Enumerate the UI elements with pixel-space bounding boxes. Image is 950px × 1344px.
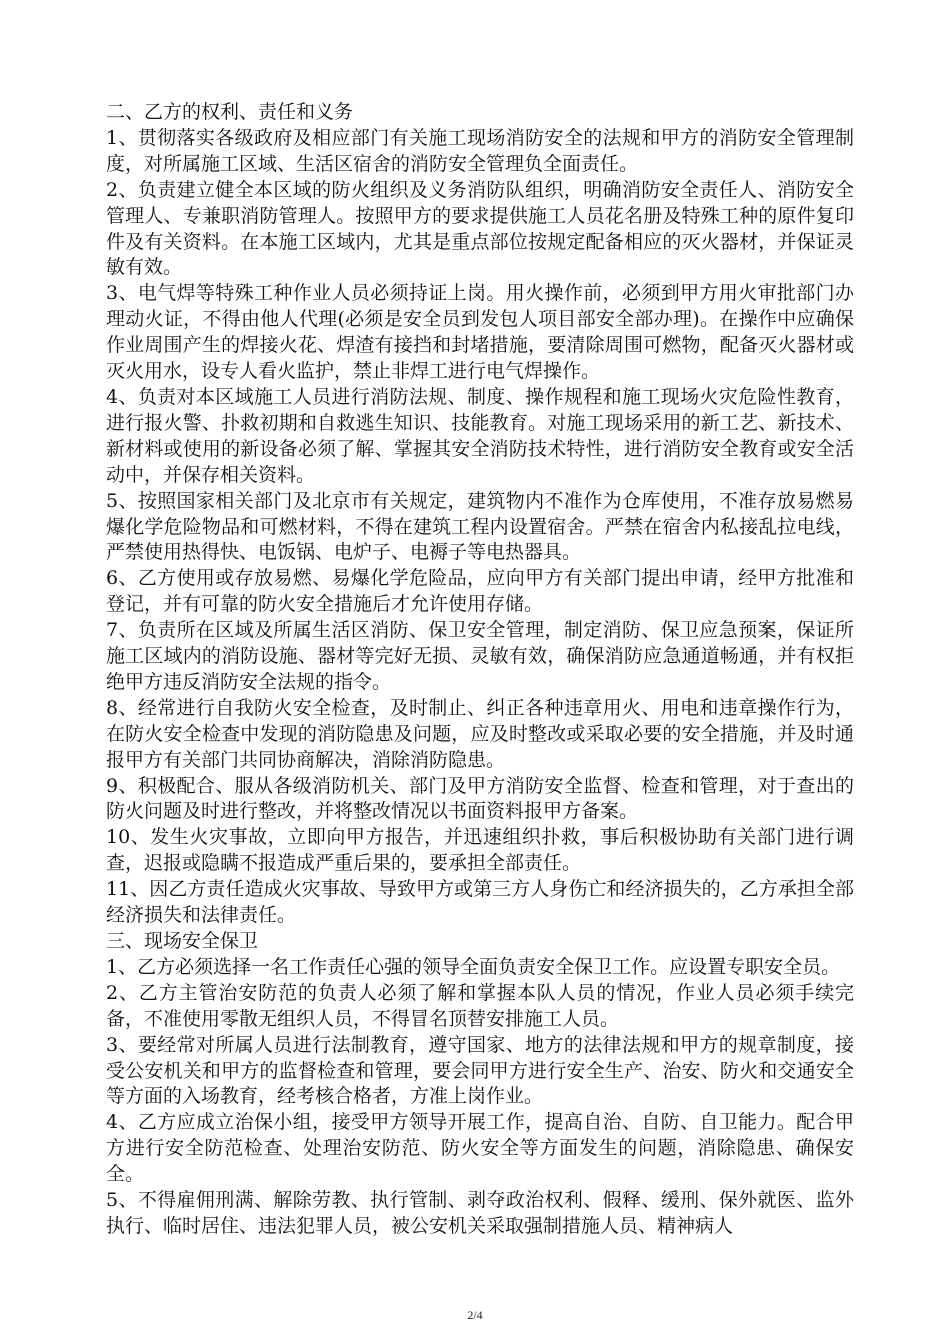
paragraph: 9、积极配合、服从各级消防机关、部门及甲方消防安全监督、检查和管理，对于查出的防火问题及时进行整改，并将整改情况以书面资料报甲方备案。 bbox=[106, 774, 854, 823]
paragraph: 2、负责建立健全本区域的防火组织及义务消防队组织，明确消防安全责任人、消防安全管理人、专兼职消防管理人。按照甲方的要求提供施工人员花名册及特殊工种的原件复印件及有关资料。在本施工区域内，尤其是重点部位按规定配备相应的灭火器材，并保证灵敏有效。 bbox=[106, 178, 854, 279]
paragraph: 8、经常进行自我防火安全检查，及时制止、纠正各种违章用火、用电和违章操作行为，在防火安全检查中发现的消防隐患及问题，应及时整改或采取必要的安全措施，并及时通报甲方有关部门共同协商解决，消除消防隐患。 bbox=[106, 696, 854, 771]
paragraph: 6、乙方使用或存放易燃、易爆化学危险品，应向甲方有关部门提出申请，经甲方批准和登记，并有可靠的防火安全措施后才允许使用存储。 bbox=[106, 567, 854, 616]
paragraph: 2、乙方主管治安防范的负责人必须了解和掌握本队人员的情况，作业人员必须手续完备，不准使用零散无组织人员，不得冒名顶替安排施工人员。 bbox=[106, 981, 854, 1030]
paragraph: 4、负责对本区域施工人员进行消防法规、制度、操作规程和施工现场火灾危险性教育，进行报火警、扑救初期和自救逃生知识、技能教育。对施工现场采用的新工艺、新技术、新材料或使用的新设备必须了解、掌握其安全消防技术特性，进行消防安全教育或安全活动中，并保存相关资料。 bbox=[106, 385, 854, 486]
paragraph: 5、不得雇佣刑满、解除劳教、执行管制、剥夺政治权利、假释、缓刑、保外就医、监外执行、临时居住、违法犯罪人员，被公安机关采取强制措施人员、精神病人 bbox=[106, 1189, 854, 1237]
paragraph: 10、发生火灾事故，立即向甲方报告，并迅速组织扑救，事后积极协助有关部门进行调查，迟报或隐瞒不报造成严重后果的，要承担全部责任。 bbox=[106, 826, 854, 875]
section-heading: 三、现场安全保卫 bbox=[106, 930, 259, 952]
paragraph: 5、按照国家相关部门及北京市有关规定，建筑物内不准作为仓库使用，不准存放易燃易爆化学危险物品和可燃材料，不得在建筑工程内设置宿舍。严禁在宿舍内私接乱拉电线，严禁使用热得快、电饭锅、电炉子、电褥子等电热器具。 bbox=[106, 489, 854, 564]
section-heading: 二、乙方的权利、责任和义务 bbox=[106, 101, 354, 123]
paragraph: 7、负责所在区域及所属生活区消防、保卫安全管理，制定消防、保卫应急预案，保证所施工区域内的消防设施、器材等完好无损、灵敏有效，确保消防应急通道畅通，并有权拒绝甲方违反消防安全法规的指令。 bbox=[106, 619, 854, 693]
paragraph: 3、电气焊等特殊工种作业人员必须持证上岗。用火操作前，必须到甲方用火审批部门办理动火证，不得由他人代理(必须是安全员到发包人项目部安全部办理)。在操作中应确保作业周围产生的焊接火花、焊渣有接挡和封堵措施，要清除周围可燃物，配备灭火器材或灭火用水，设专人看火监护，禁止非焊工进行电气焊操作。 bbox=[106, 282, 854, 383]
paragraph: 4、乙方应成立治保小组，接受甲方领导开展工作，提高自治、自防、自卫能力。配合甲方进行安全防范检查、处理治安防范、防火安全等方面发生的问题，消除隐患、确保安全。 bbox=[106, 1111, 854, 1186]
paragraph: 11、因乙方责任造成火灾事故、导致甲方或第三方人身伤亡和经济损失的，乙方承担全部经济损失和法律责任。 bbox=[106, 878, 854, 927]
page-number: 2/4 bbox=[467, 1308, 483, 1322]
document-body bbox=[106, 100, 854, 1240]
paragraph: 1、贯彻落实各级政府及相应部门有关施工现场消防安全的法规和甲方的消防安全管理制度，对所属施工区域、生活区宿舍的消防安全管理负全面责任。 bbox=[106, 126, 854, 175]
paragraph: 3、要经常对所属人员进行法制教育，遵守国家、地方的法律法规和甲方的规章制度，接受公安机关和甲方的监督检查和管理，要会同甲方进行安全生产、治安、防火和交通安全等方面的入场教育，经考核合格者，方准上岗作业。 bbox=[106, 1033, 854, 1108]
paragraph: 1、乙方必须选择一名工作责任心强的领导全面负责安全保卫工作。应设置专职安全员。 bbox=[106, 955, 841, 978]
